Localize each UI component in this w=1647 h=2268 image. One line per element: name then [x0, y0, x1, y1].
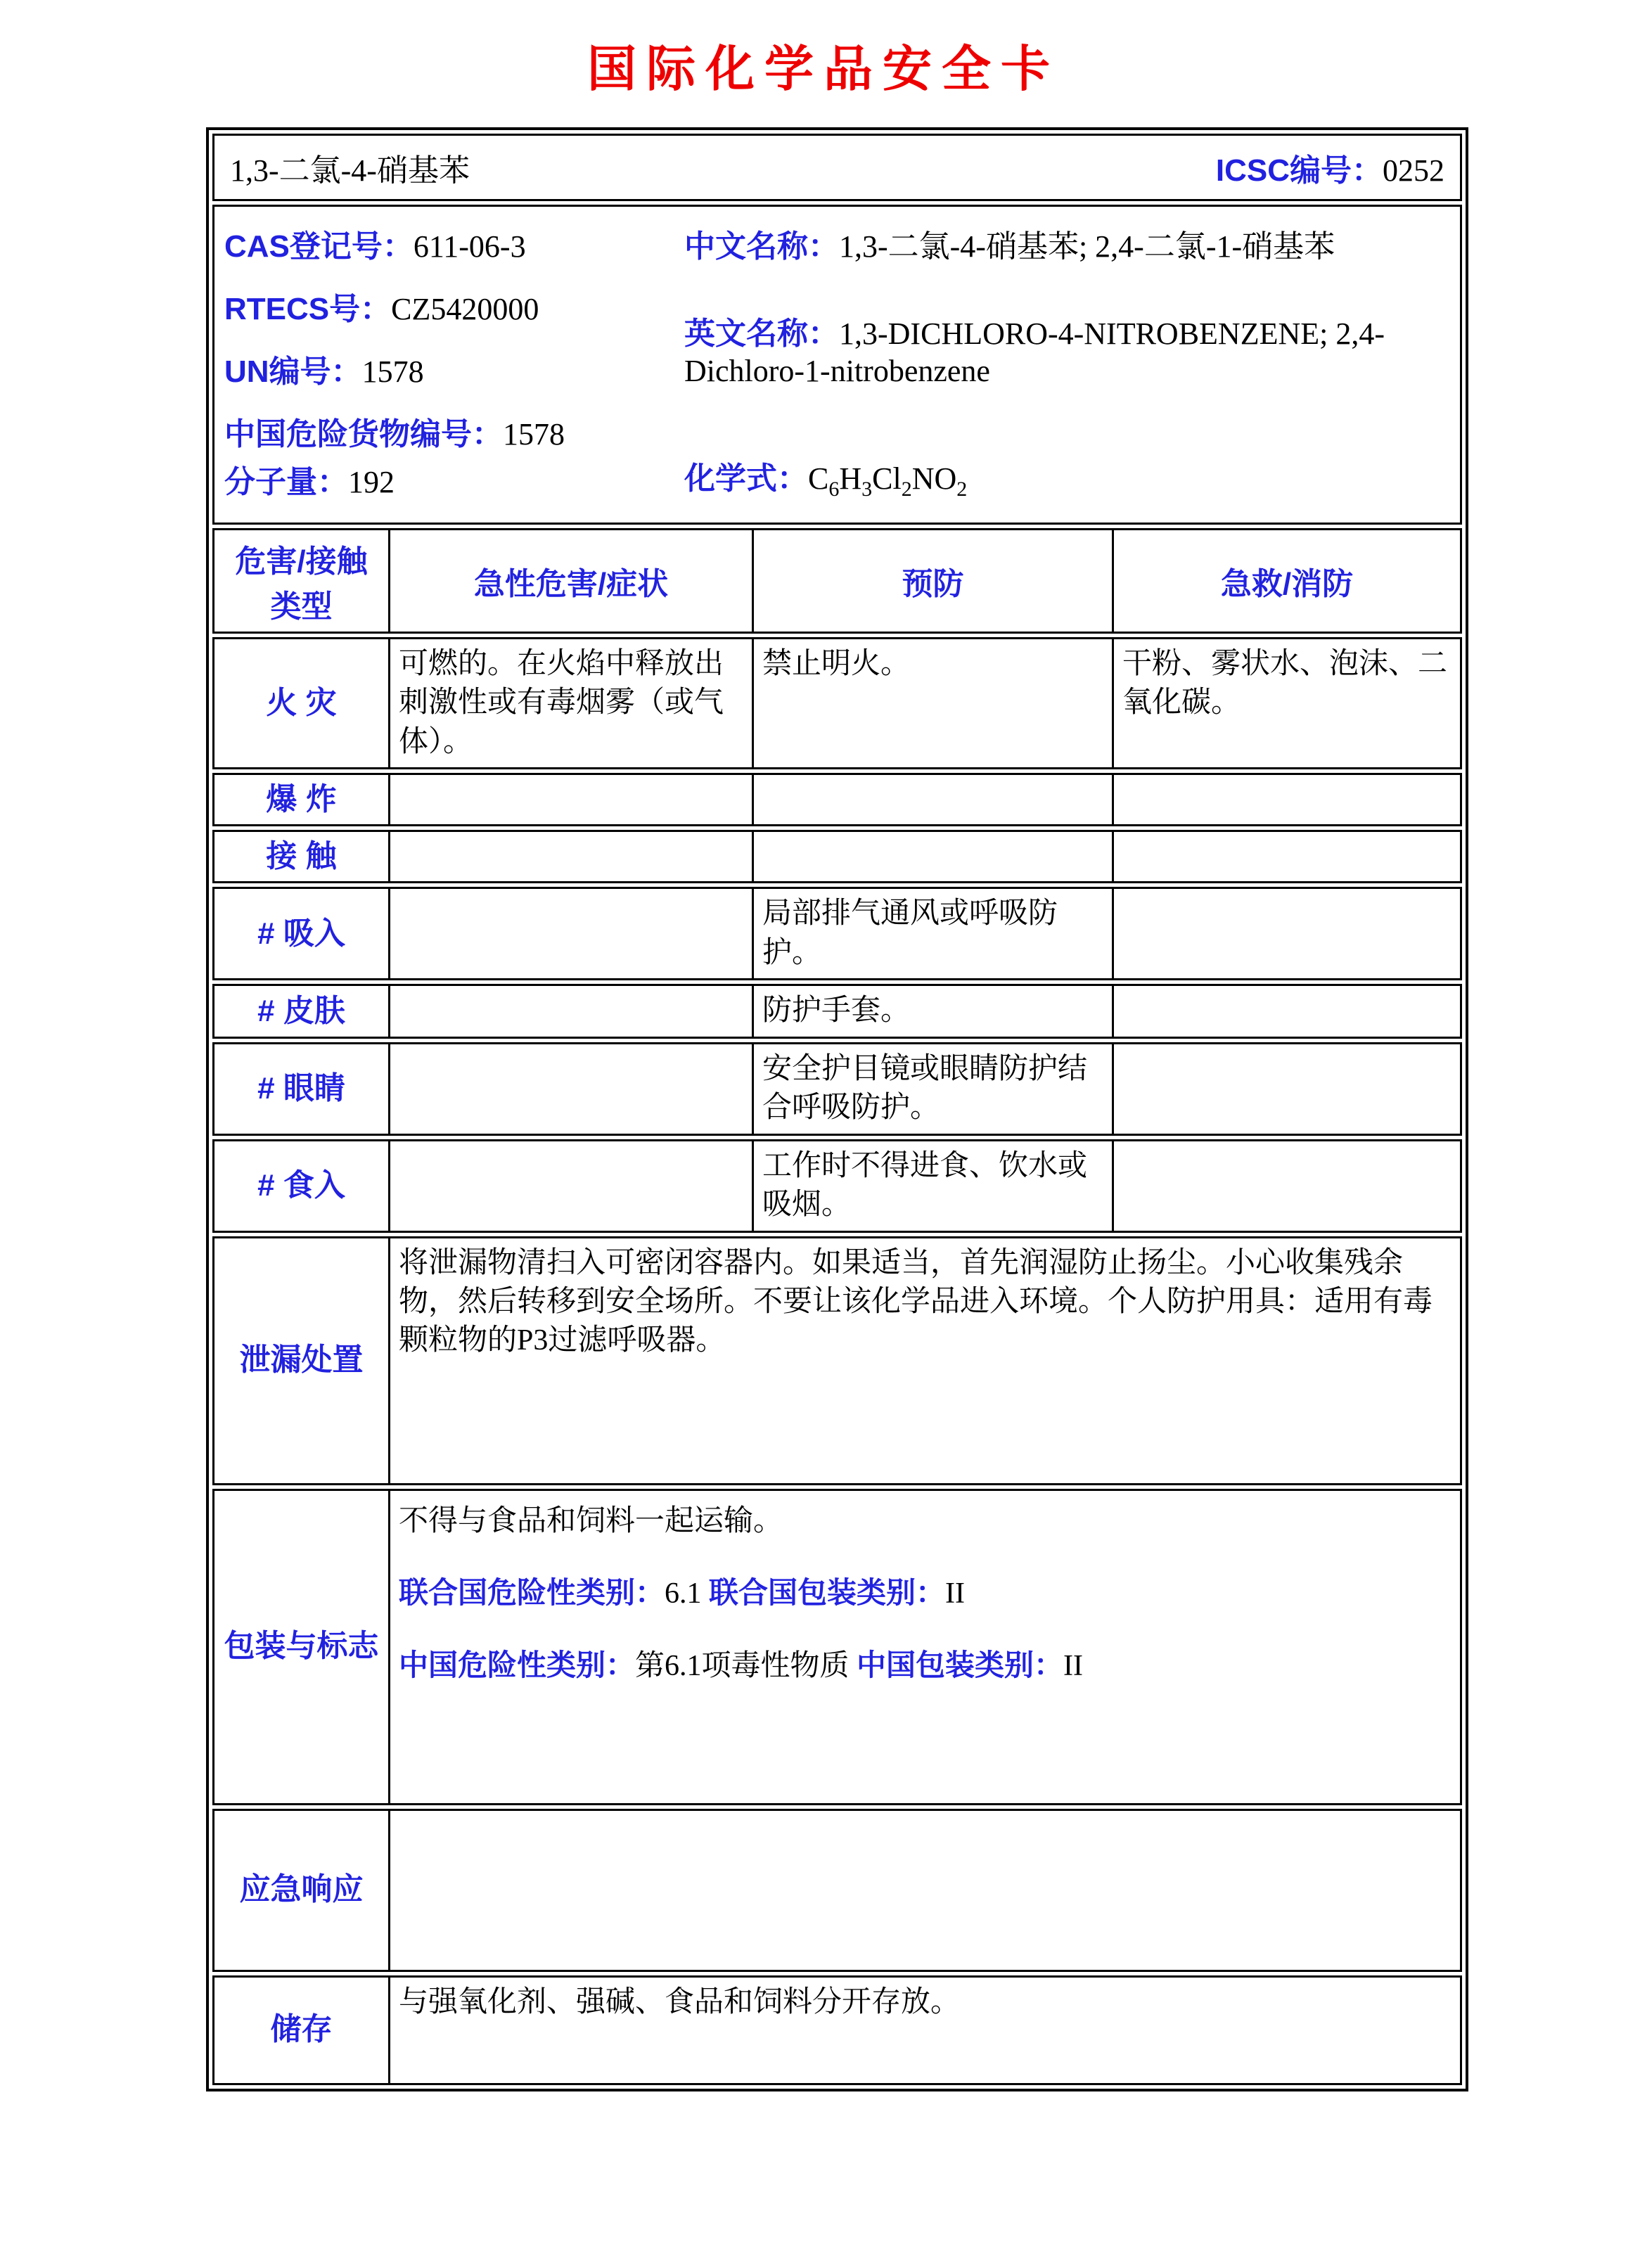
english-name-line	[684, 308, 1451, 389]
cn-dg-value: 1578	[503, 417, 565, 451]
table-row-contact	[212, 830, 1462, 883]
molecular-weight	[224, 465, 395, 499]
storage-label: 储存	[214, 1978, 390, 2083]
inhalation-response	[1114, 889, 1460, 978]
cn-hazard-class-label: 中国危险性类别：	[399, 1648, 636, 1682]
emergency-response-label: 应急响应	[214, 1811, 390, 1970]
skin-response	[1114, 986, 1460, 1036]
table-row-ingestion	[212, 1139, 1462, 1233]
english-name-label: 英文名称：	[684, 316, 839, 351]
header-first-aid: 急救/消防	[1220, 567, 1354, 601]
header-prevention: 预防	[754, 530, 1114, 632]
explosion-row-label: 爆 炸	[214, 775, 390, 824]
explosion-symptoms	[390, 775, 754, 824]
section-row-storage	[212, 1975, 1462, 2085]
ingestion-prevention: 工作时不得进食、饮水或吸烟。	[754, 1141, 1114, 1231]
substance-name: 1,3-二氯-4-硝基苯	[230, 153, 470, 188]
spill-disposal-label: 泄漏处置	[214, 1238, 390, 1483]
fire-prevention: 禁止明火。	[754, 639, 1114, 767]
molecular-weight-label: 分子量：	[224, 465, 348, 499]
emergency-response-content	[390, 1811, 1460, 1970]
icsc-label: ICSC编号：	[1215, 153, 1383, 188]
fire-symptoms: 可燃的。在火焰中释放出刺激性或有毒烟雾（或气体）。	[390, 639, 754, 767]
contact-prevention	[754, 832, 1114, 881]
inhalation-symptoms	[390, 889, 754, 978]
inhalation-row-label: # 吸入	[214, 889, 390, 978]
identification-section	[212, 205, 1462, 525]
ingestion-response	[1114, 1141, 1460, 1231]
un-hazard-class-value: 6.1	[665, 1577, 710, 1610]
contact-symptoms	[390, 832, 754, 881]
table-row-fire	[212, 637, 1462, 769]
molecular-info-line	[224, 456, 1451, 501]
skin-symptoms	[390, 986, 754, 1036]
ingestion-row-label: # 食入	[214, 1141, 390, 1231]
english-name-value: 1,3-DICHLORO-4-NITROBENZENE; 2,4-Dichloro-1-nitrobenzene	[684, 316, 1385, 388]
chemical-formula	[684, 453, 967, 501]
cn-packing-group-label: 中国包装类别：	[857, 1648, 1064, 1682]
table-row-explosion	[212, 773, 1462, 826]
molecular-weight-value: 192	[348, 465, 395, 499]
packaging-labelling-content	[390, 1491, 1460, 1803]
table-row-inhalation	[212, 887, 1462, 980]
rtecs-label: RTECS号：	[224, 292, 392, 326]
eyes-symptoms	[390, 1044, 754, 1134]
header-hazard-type: 危害/接触类型	[214, 530, 390, 632]
section-row-emergency-response	[212, 1809, 1462, 1972]
section-row-spill-disposal	[212, 1236, 1462, 1485]
cn-dg-label: 中国危险货物编号：	[224, 417, 503, 451]
inhalation-prevention: 局部排气通风或呼吸防护。	[754, 889, 1114, 978]
section-row-packaging-labelling	[212, 1489, 1462, 1805]
packaging-transport-note: 不得与食品和饲料一起运输。	[399, 1504, 783, 1537]
contact-response	[1114, 832, 1460, 881]
explosion-response	[1114, 775, 1460, 824]
fire-response: 干粉、雾状水、泡沫、二氧化碳。	[1122, 648, 1448, 719]
chinese-name-label: 中文名称：	[684, 229, 839, 264]
table-row-skin	[212, 984, 1462, 1038]
skin-prevention: 防护手套。	[754, 986, 1114, 1036]
un-packing-group-label: 联合国包装类别：	[709, 1575, 946, 1609]
cn-hazard-class-value: 第6.1项毒性物质	[635, 1650, 857, 1683]
hazard-table-header	[212, 528, 1462, 634]
identification-right-column	[684, 221, 1451, 389]
packaging-un-class-line	[399, 1573, 1451, 1613]
card-header-row	[212, 134, 1462, 201]
cas-value: 611-06-3	[413, 229, 526, 264]
chinese-name-line	[684, 221, 1451, 266]
storage-content: 与强氧化剂、强碱、食品和饲料分开存放。	[399, 1985, 961, 2018]
rtecs-value: CZ5420000	[391, 292, 539, 326]
eyes-row-label: # 眼睛	[214, 1044, 390, 1134]
icsc-number-group	[1216, 145, 1444, 190]
chemical-formula-value: $C_6H_3Cl_2NO_2$	[808, 461, 968, 501]
table-row-eyes	[212, 1042, 1462, 1136]
un-value: 1578	[361, 354, 424, 389]
header-acute-symptoms: 急性危害/症状	[390, 530, 754, 632]
fire-row-label: 火 灾	[214, 639, 390, 767]
page-title: 国际化学品安全卡	[587, 43, 1060, 97]
eyes-response	[1114, 1044, 1460, 1134]
packaging-cn-class-line	[399, 1646, 1451, 1686]
contact-row-label: 接 触	[214, 832, 390, 881]
skin-row-label: # 皮肤	[214, 986, 390, 1036]
un-hazard-class-label: 联合国危险性类别：	[399, 1575, 665, 1609]
eyes-prevention: 安全护目镜或眼睛防护结合呼吸防护。	[754, 1044, 1114, 1134]
packaging-labelling-label: 包装与标志	[214, 1491, 390, 1803]
un-packing-group-value: II	[945, 1577, 966, 1610]
icsc-number: 0252	[1383, 153, 1444, 188]
ingestion-symptoms	[390, 1141, 754, 1231]
explosion-prevention	[754, 775, 1114, 824]
un-label: UN编号：	[224, 354, 362, 389]
chinese-name-value: 1,3-二氯-4-硝基苯; 2,4-二氯-1-硝基苯	[839, 229, 1335, 264]
cn-packing-group-value: II	[1063, 1650, 1084, 1683]
cas-label: CAS登记号：	[224, 229, 414, 264]
chemical-formula-label: 化学式：	[684, 461, 808, 496]
spill-disposal-content: 将泄漏物清扫入可密闭容器内。如果适当，首先润湿防止扬尘。小心收集残余物，然后转移到安全场所。不要让该化学品进入环境。个人防护用具：适用有毒颗粒物的P3过滤呼吸器。	[399, 1246, 1433, 1357]
safety-card	[206, 127, 1468, 2091]
cn-dangerous-goods-line	[224, 409, 1450, 454]
